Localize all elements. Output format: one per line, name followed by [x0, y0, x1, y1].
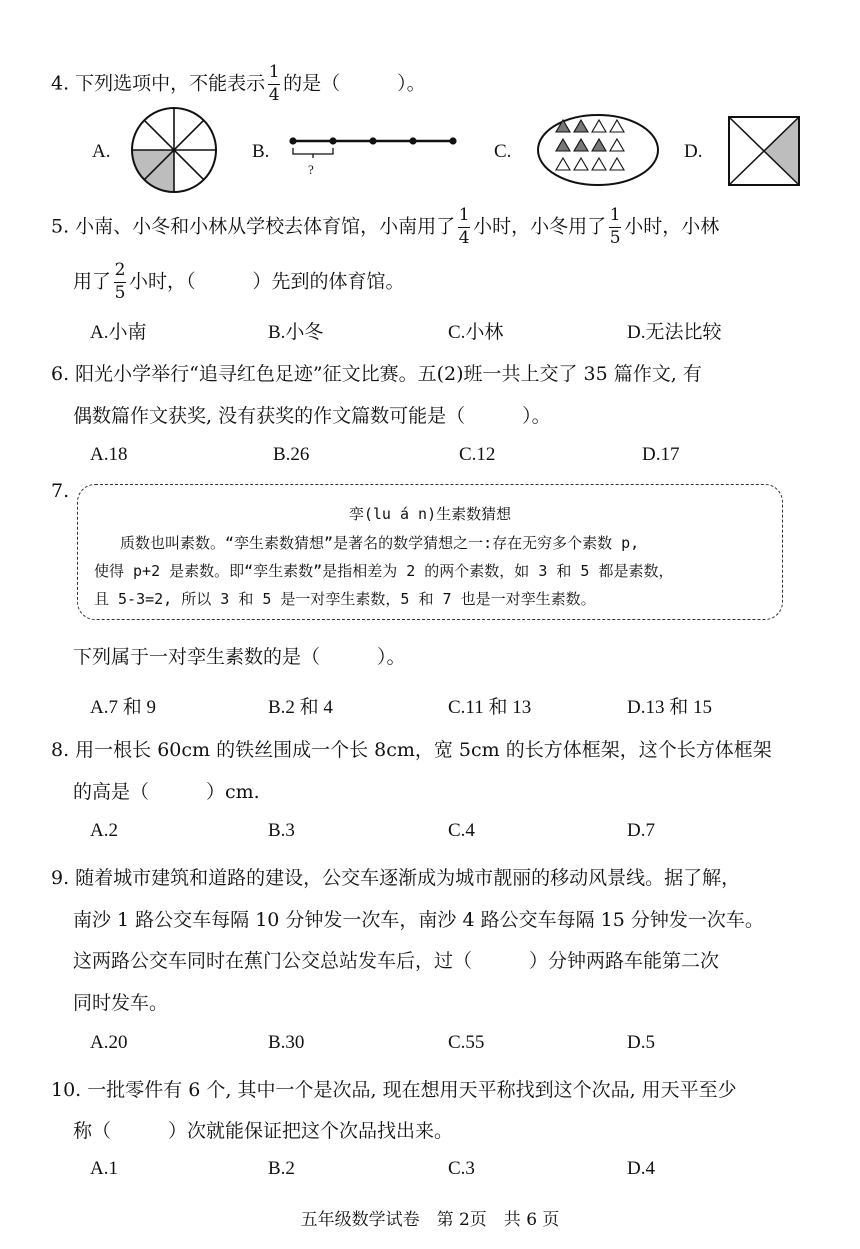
- q4-stem-tail: 的是（ ）。: [283, 72, 426, 95]
- q10-option-b[interactable]: B.2: [268, 1158, 295, 1179]
- q5-option-a[interactable]: A.小南: [90, 322, 147, 343]
- q7-info-box: [77, 484, 783, 620]
- q5-fraction-1: $\frac{1}{4}$: [458, 205, 470, 248]
- q5-option-d[interactable]: D.无法比较: [627, 322, 722, 343]
- q5-text: 小时，小冬用了: [473, 215, 607, 238]
- q5-fraction-2: $\frac{1}{5}$: [609, 205, 621, 248]
- q7-option-b[interactable]: B.2 和 4: [268, 697, 333, 718]
- q5-text: 用了: [73, 270, 112, 293]
- q6-line1: 6. 阳光小学举行“追寻红色足迹”征文比赛。五(2)班一共上交了 35 篇作文, 有: [51, 363, 702, 385]
- q8-line1: 8. 用一根长 60cm 的铁丝围成一个长 8cm，宽 5cm 的长方体框架，这个长方体框架: [51, 739, 772, 761]
- q7-option-a[interactable]: A.7 和 9: [90, 697, 156, 718]
- q4-label-a[interactable]: A.: [92, 141, 111, 162]
- q6-option-d[interactable]: D.17: [642, 444, 680, 465]
- q5-fraction-3: $\frac{2}{5}$: [114, 260, 126, 303]
- q9-line4: 同时发车。: [73, 992, 169, 1014]
- q4-stem-text: 4. 下列选项中，不能表示: [51, 72, 266, 95]
- q5-line1: [51, 207, 719, 248]
- q7-stem: 下列属于一对孪生素数的是（ ）。: [73, 646, 406, 668]
- q6-line2: 偶数篇作文获奖, 没有获奖的作文篇数可能是（ ）。: [73, 405, 551, 427]
- q5-text: 小时，（ ）先到的体育馆。: [129, 270, 405, 293]
- q8-option-c[interactable]: C.4: [448, 820, 475, 841]
- q9-option-a[interactable]: A.20: [90, 1032, 128, 1053]
- q10-option-c[interactable]: C.3: [448, 1158, 475, 1179]
- q5-line2: [73, 262, 405, 303]
- q7-number: 7.: [51, 480, 70, 502]
- q10-line2: 称（ ）次就能保证把这个次品找出来。: [73, 1120, 454, 1142]
- q6-option-c[interactable]: C.12: [459, 444, 496, 465]
- q4-stem: [51, 64, 426, 105]
- q4-triangles-figure: [536, 113, 660, 187]
- q7-option-c[interactable]: C.11 和 13: [448, 697, 532, 718]
- q8-line2: 的高是（ ）cm.: [73, 781, 260, 803]
- q4-label-d[interactable]: D.: [684, 141, 703, 162]
- q6-option-b[interactable]: B.26: [273, 444, 310, 465]
- q4-label-b[interactable]: B.: [252, 141, 270, 162]
- q4-square-figure: [728, 116, 800, 186]
- q4-frac-den: 4: [268, 84, 280, 105]
- q9-line3: 这两路公交车同时在蕉门公交总站发车后，过（ ）分钟两路车能第二次: [73, 950, 720, 972]
- q7-box-line1: 质数也叫素数。“孪生素数猜想”是著名的数学猜想之一:存在无穷多个素数 p,: [120, 534, 640, 552]
- q7-box-line3: 且 5-3=2, 所以 3 和 5 是一对孪生素数，5 和 7 也是一对孪生素数。: [94, 590, 596, 608]
- q5-text: 小时，小林: [624, 215, 720, 238]
- q5-option-b[interactable]: B.小冬: [268, 322, 324, 343]
- q7-box-line2: 使得 p+2 是素数。即“孪生素数”是指相差为 2 的两个素数，如 3 和 5 都是素数，: [94, 562, 674, 580]
- q6-option-a[interactable]: A.18: [90, 444, 128, 465]
- page-footer: 五年级数学试卷 第 2页 共 6 页: [300, 1210, 560, 1230]
- q8-option-d[interactable]: D.7: [627, 820, 655, 841]
- q4-b-question-mark: ?: [308, 162, 314, 177]
- q4-circle-figure: [131, 107, 217, 193]
- q9-option-d[interactable]: D.5: [627, 1032, 655, 1053]
- q4-frac-num: 1: [268, 62, 280, 82]
- q7-option-d[interactable]: D.13 和 15: [627, 697, 712, 718]
- q4-label-c[interactable]: C.: [494, 141, 512, 162]
- q5-option-c[interactable]: C.小林: [448, 322, 504, 343]
- q8-option-a[interactable]: A.2: [90, 820, 118, 841]
- q5-text: 5. 小南、小冬和小林从学校去体育馆，小南用了: [51, 215, 456, 238]
- q7-box-title: 孪(lu á n)生素数猜想: [348, 505, 512, 523]
- q10-option-d[interactable]: D.4: [627, 1158, 655, 1179]
- q9-option-b[interactable]: B.30: [268, 1032, 305, 1053]
- q9-option-c[interactable]: C.55: [448, 1032, 485, 1053]
- q10-line1: 10. 一批零件有 6 个, 其中一个是次品, 现在想用天平称找到这个次品, 用天平至少: [51, 1079, 737, 1101]
- q9-line2: 南沙 1 路公交车每隔 10 分钟发一次车，南沙 4 路公交车每隔 15 分钟发一次车。: [73, 909, 764, 931]
- q9-line1: 9. 随着城市建筑和道路的建设，公交车逐渐成为城市靓丽的移动风景线。据了解，: [51, 867, 741, 889]
- q10-option-a[interactable]: A.1: [90, 1158, 118, 1179]
- q4-fraction: [268, 64, 280, 105]
- q8-option-b[interactable]: B.3: [268, 820, 295, 841]
